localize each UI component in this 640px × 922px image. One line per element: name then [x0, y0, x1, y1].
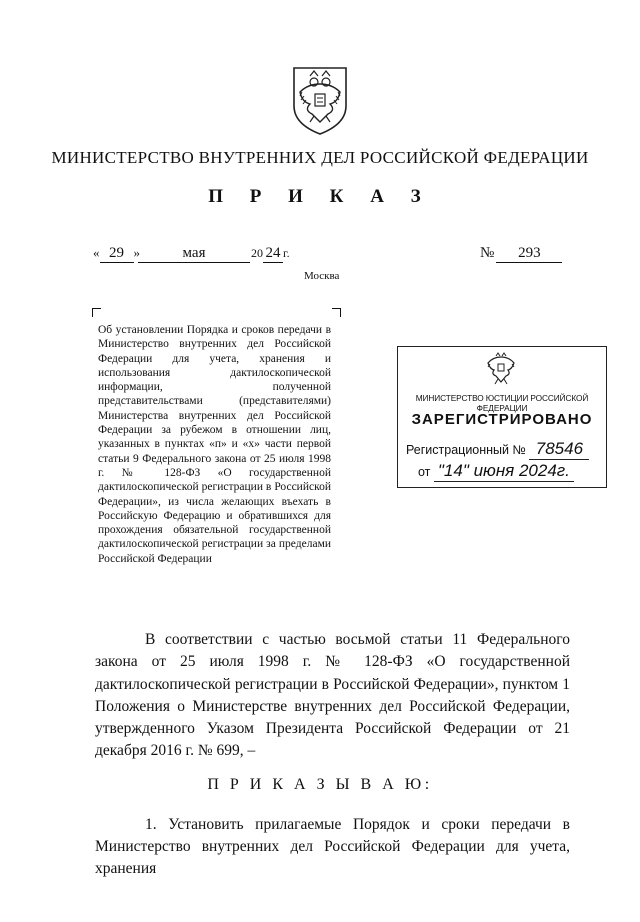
registration-stamp — [397, 346, 607, 488]
stamp-reg-label: Регистрационный № — [406, 443, 526, 457]
date-day: 29 — [100, 245, 134, 263]
date-month: мая — [138, 245, 250, 263]
stamp-date-value: "14" июня 2024г. — [434, 461, 574, 482]
document-type-heading: П Р И К А З — [208, 186, 432, 207]
stamp-emblem-icon — [482, 351, 520, 389]
order-date: « 29 » — [93, 245, 140, 261]
stamp-date — [418, 461, 574, 482]
stamp-reg-number: 78546 — [529, 439, 589, 460]
stamp-organization: МИНИСТЕРСТВО ЮСТИЦИИ РОССИЙСКОЙ ФЕДЕРАЦИИ — [415, 393, 589, 413]
stamp-registration-number — [406, 439, 589, 460]
date-year-suffix: 24 — [263, 245, 283, 263]
number-label: № — [480, 245, 495, 261]
order-number — [480, 245, 562, 263]
preamble-paragraph: В соответствии с частью восьмой статьи 11 Федерального закона от 25 июля 1998 г. № 128-ФЗ «О государственной дактилоскопической регистрации в Российской Федерации», пунктом 1 Положения о Министерстве внутренних дел Российской Федерации, утвержденного Указом Президента Российской Федерации от 21 декабря 2016 г. № 699, – — [95, 631, 570, 760]
city: Москва — [304, 270, 340, 282]
stamp-date-prefix: от — [418, 465, 431, 479]
date-year-unit: г. — [283, 246, 290, 260]
date-month-wrap — [138, 245, 250, 263]
title-corner-left — [92, 308, 101, 317]
command-heading: П Р И К А З Ы В А Ю: — [207, 776, 433, 793]
title-corner-right — [332, 308, 341, 317]
ministry-title: МИНИСТЕРСТВО ВНУТРЕННИХ ДЕЛ РОССИЙСКОЙ ФЕДЕРАЦИИ — [51, 148, 589, 167]
number-value: 293 — [496, 245, 562, 263]
date-year-prefix: 20 — [251, 246, 263, 260]
coat-of-arms-emblem — [288, 62, 352, 136]
item-1-paragraph: 1. Установить прилагаемые Порядок и сроки передачи в Министерство внутренних дел Российской Федерации для учета, хранения — [95, 816, 570, 877]
date-year-wrap — [251, 245, 290, 263]
stamp-status: ЗАРЕГИСТРИРОВАНО — [411, 411, 593, 428]
order-title: Об установлении Порядка и сроков передачи в Министерство внутренних дел Российской Федерации для учета, хранения и использования дактилоскопической информации, полученной представительствами (представителями) Министерства внутренних дел Российской Федерации за рубежом в отношении лиц, указанных в пунктах «п» и «х» части первой статьи 9 Федерального закона от 25 июля 1998 г. № 128-ФЗ «О государственной дактилоскопической регистрации в Российской Федерации», из числа желающих въехать в Российскую Федерацию и обратившихся для прохождения обязательной государственной дактилоскопической регистрации за пределами Российской Федерации — [98, 324, 331, 565]
